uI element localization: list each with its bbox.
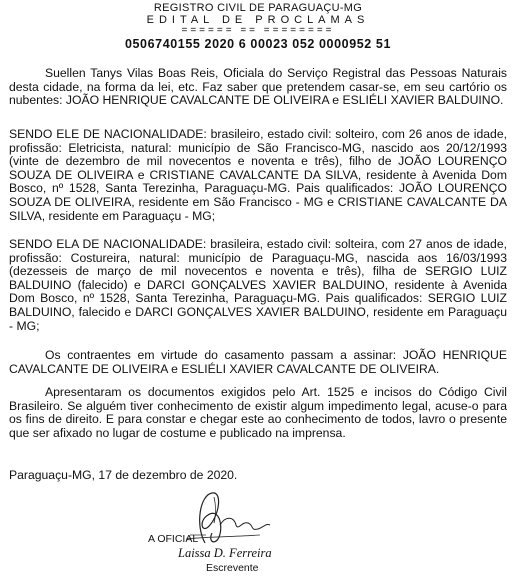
- documents-paragraph: Apresentaram os documentos exigidos pelo Art. 1525 e incisos do Código Civil Brasileiro. Se alguém tiver conhecimento de existir algum impedimento legal, acuse-o para os fins de direito. E para constar e chegar este ao conhecimento de todos, lavro o presente que ser afixado no lugar de costume e publicado na imprensa.: [9, 385, 507, 440]
- intro-paragraph: Suellen Tanys Vilas Boas Reis, Oficiala do Serviço Registral das Pessoas Naturais desta cidade, na forma da lei, etc. Faz saber que pretendem casar-se, em seu cartório os nubentes: JOÃO HENRIQUE CAVALCANTE DE OLIVEIRA e ESLIÉLI XAVIER BALDUINO.: [9, 66, 507, 108]
- groom-label: SENDO ELE DE NACIONALIDADE: [9, 127, 204, 141]
- bride-details: : brasileira, estado civil: solteira, com 27 anos de idade, profissão: Costureira, natural: município de Paraguaçu-MG, nascida aos 16/03/1993 (dezesseis de março de mil novecentos e noventa e três), filha de SERGIO LUIZ BALDUINO (falecido) e DARCI GONÇALVES XAVIER BALDUINO, residente à Avenida Dom Bosco, nº 1528, Santa Terezinha, Paraguaçu-MG. Pais qualificados: SERGIO LUIZ BALDUINO, falecido e DARCI GONÇALVES XAVIER BALDUINO, residente em Paraguaçu - MG;: [9, 237, 507, 333]
- registry-title: REGISTRO CIVIL DE PARAGUAÇU-MG: [153, 2, 363, 14]
- signatory-name: Laissa D. Ferreira: [178, 546, 272, 560]
- signatory-title: Escrevente: [206, 562, 259, 574]
- edital-title: EDITAL DE PROCLAMAS: [146, 14, 370, 26]
- signature-role: A OFICIAL: [148, 533, 199, 545]
- groom-details: : brasileiro, estado civil: solteiro, com 26 anos de idade, profissão: Eletricista, natural: município de São Francisco-MG, nascido aos 20/12/1993 (vinte de dezembro de mil novecentos e noventa e três), filho de JOÃO LOURENÇO SOUZA DE OLIVEIRA e CRISTIANE CAVALCANTE DA SILVA, residente à Avenida Dom Bosco, nº 1528, Santa Terezinha, Paraguaçu-MG. Pais qualificados: JOÃO LOURENÇO SOUZA DE OLIVEIRA, residente em São Francisco - MG e CRISTIANE CAVALCANTE DA SILVA, residente em Paraguaçu - MG;: [9, 127, 507, 223]
- bride-paragraph: [9, 238, 507, 333]
- bride-label: SENDO ELA DE NACIONALIDADE: [9, 237, 203, 251]
- document-code: 0506740155 2020 6 00023 052 0000952 51: [124, 37, 392, 51]
- groom-paragraph: [9, 128, 507, 223]
- place-date: Paraguaçu-MG, 17 de dezembro de 2020.: [9, 468, 238, 482]
- title-underline: ====== == ========: [181, 25, 335, 36]
- names-after-marriage-paragraph: Os contraentes em virtude do casamento passam a assinar: JOÃO HENRIQUE CAVALCANTE DE OLIVEIRA e ESLIÉLI XAVIER CAVALCANTE DE OLIVEIRA.: [9, 348, 507, 376]
